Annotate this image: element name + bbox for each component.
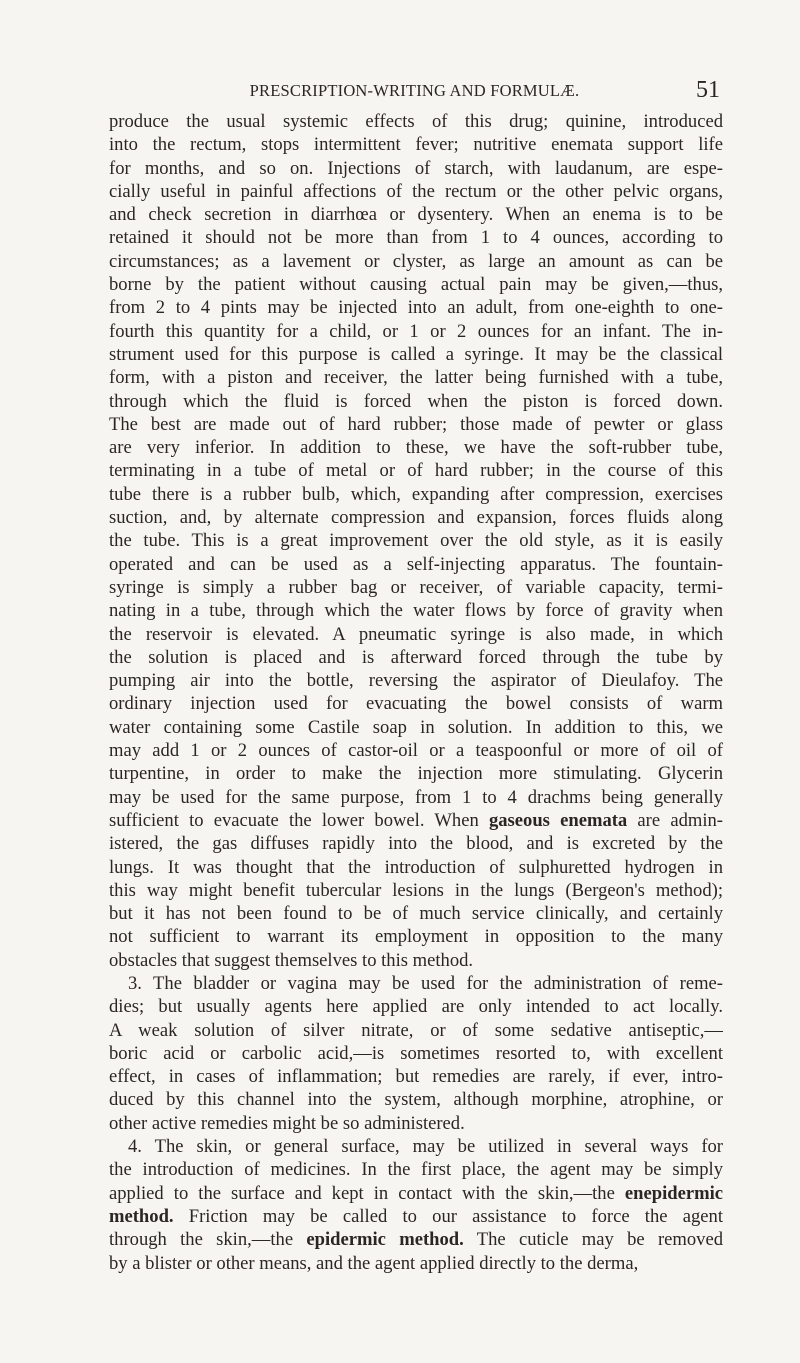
text-line-29: turpentine, in order to make the injection more stimulating. Glycerin — [109, 763, 723, 785]
text-line-21: syringe is simply a rubber bag or receiver, of variable capacity, termi- — [109, 576, 723, 598]
text-line-15: are very inferior. In addition to these, we have the soft-rubber tube, — [109, 437, 723, 459]
text-line-34: this way might benefit tubercular lesions in the lungs (Bergeon's method); — [109, 879, 723, 901]
text-line-31-start: sufficient to evacuate the lower bowel. When — [109, 809, 489, 831]
text-line-42: effect, in cases of inflammation; but remedies are rarely, if ever, intro- — [109, 1066, 723, 1088]
text-line-43: duced by this channel into the system, although morphine, atrophine, or — [109, 1089, 723, 1111]
text-line-48-end: Friction may be called to our assistance to force the agent — [173, 1205, 723, 1227]
text-line-44: other active remedies might be so administered. — [109, 1112, 465, 1134]
text-line-13: through which the fluid is forced when the piston is forced down. — [109, 390, 723, 412]
text-line-38: 3. The bladder or vagina may be used for the administration of reme- — [128, 972, 723, 994]
text-line-45: 4. The skin, or general surface, may be utilized in several ways for — [128, 1136, 723, 1158]
text-line-5: and check secretion in diarrhœa or dysentery. When an enema is to be — [109, 204, 723, 226]
text-line-47 — [109, 1182, 723, 1205]
text-line-14: The best are made out of hard rubber; those made of pewter or glass — [109, 413, 723, 435]
enepidermic-term: enepidermic — [624, 1182, 723, 1204]
body-text — [109, 110, 723, 1275]
text-line-46: the introduction of medicines. In the first place, the agent may be simply — [109, 1159, 723, 1181]
text-line-27: water containing some Castile soap in solution. In addition to this, we — [109, 716, 723, 738]
text-line-40: A weak solution of silver nitrate, or of some sedative antiseptic,— — [109, 1019, 723, 1041]
text-line-36: not sufficient to warrant its employment in opposition to the many — [109, 926, 723, 948]
gaseous-enemata-term: gaseous enemata — [488, 809, 628, 831]
text-line-18: suction, and, by alternate compression and expansion, forces fluids along — [109, 507, 723, 529]
text-line-49-end: The cuticle may be removed — [463, 1229, 723, 1251]
running-title: PRESCRIPTION-WRITING AND FORMULÆ. — [249, 81, 580, 100]
text-line-33: lungs. It was thought that the introduction of sulphuretted hydrogen in — [109, 856, 723, 878]
text-line-20: operated and can be used as a self-injecting apparatus. The fountain- — [109, 553, 723, 575]
text-line-37: obstacles that suggest themselves to this method. — [109, 949, 474, 971]
text-line-31-end: are admin- — [627, 809, 723, 831]
text-line-16: terminating in a tube of metal or of hard rubber; in the course of this — [109, 460, 723, 482]
text-line-17: tube there is a rubber bulb, which, expanding after compression, exercises — [109, 483, 723, 505]
text-line-6: retained it should not be more than from 1 to 4 ounces, according to — [109, 227, 723, 249]
text-line-23: the reservoir is elevated. A pneumatic syringe is also made, in which — [109, 623, 723, 645]
text-line-28: may add 1 or 2 ounces of castor-oil or a teaspoonful or more of oil of — [109, 740, 723, 762]
text-line-39: dies; but usually agents here applied are only intended to act locally. — [109, 996, 723, 1018]
text-line-49 — [109, 1228, 723, 1251]
text-line-19: the tube. This is a great improvement over the old style, as it is easily — [109, 530, 723, 552]
text-line-2: into the rectum, stops intermittent fever; nutritive enemata support life — [109, 134, 723, 156]
text-line-24: the solution is placed and is afterward forced through the tube by — [109, 646, 723, 668]
text-line-49-start: through the skin,—the — [109, 1229, 307, 1251]
text-line-22: nating in a tube, through which the water flows by force of gravity when — [109, 600, 723, 622]
text-line-10: fourth this quantity for a child, or 1 or 2 ounces for an infant. The in- — [109, 320, 723, 342]
text-line-3: for months, and so on. Injections of starch, with laudanum, are espe- — [109, 157, 723, 179]
running-head — [109, 78, 720, 108]
text-line-50: by a blister or other means, and the agent applied directly to the derma, — [109, 1252, 639, 1274]
text-line-35: but it has not been found to be of much service clinically, and certainly — [109, 903, 723, 925]
text-line-1: produce the usual systemic effects of this drug; quinine, introduced — [109, 111, 723, 132]
text-line-25: pumping air into the bottle, reversing the aspirator of Dieulafoy. The — [109, 670, 723, 692]
text-line-41: boric acid or carbolic acid,—is sometimes resorted to, with excellent — [109, 1042, 723, 1064]
text-line-9: from 2 to 4 pints may be injected into an adult, from one-eighth to one- — [109, 297, 723, 319]
text-line-12: form, with a piston and receiver, the latter being furnished with a tube, — [109, 367, 723, 389]
text-line-7: circumstances; as a lavement or clyster, as large an amount as can be — [109, 250, 723, 272]
epidermic-method-term: epidermic method. — [306, 1229, 464, 1251]
text-line-32: istered, the gas diffuses rapidly into the blood, and is excreted by the — [109, 833, 723, 855]
method-term: method. — [109, 1205, 174, 1227]
text-line-47-start: applied to the surface and kept in contact with the skin,—the — [109, 1182, 625, 1204]
text-line-48 — [109, 1205, 723, 1228]
page-number: 51 — [696, 77, 720, 103]
text-line-31 — [109, 809, 723, 832]
text-line-26: ordinary injection used for evacuating the bowel consists of warm — [109, 693, 723, 715]
text-line-11: strument used for this purpose is called a syringe. It may be the classical — [109, 343, 723, 365]
text-line-30: may be used for the same purpose, from 1 to 4 drachms being generally — [109, 786, 723, 808]
text-line-4: cially useful in painful affections of the rectum or the other pelvic organs, — [109, 180, 723, 202]
text-line-8: borne by the patient without causing actual pain may be given,—thus, — [109, 274, 723, 296]
